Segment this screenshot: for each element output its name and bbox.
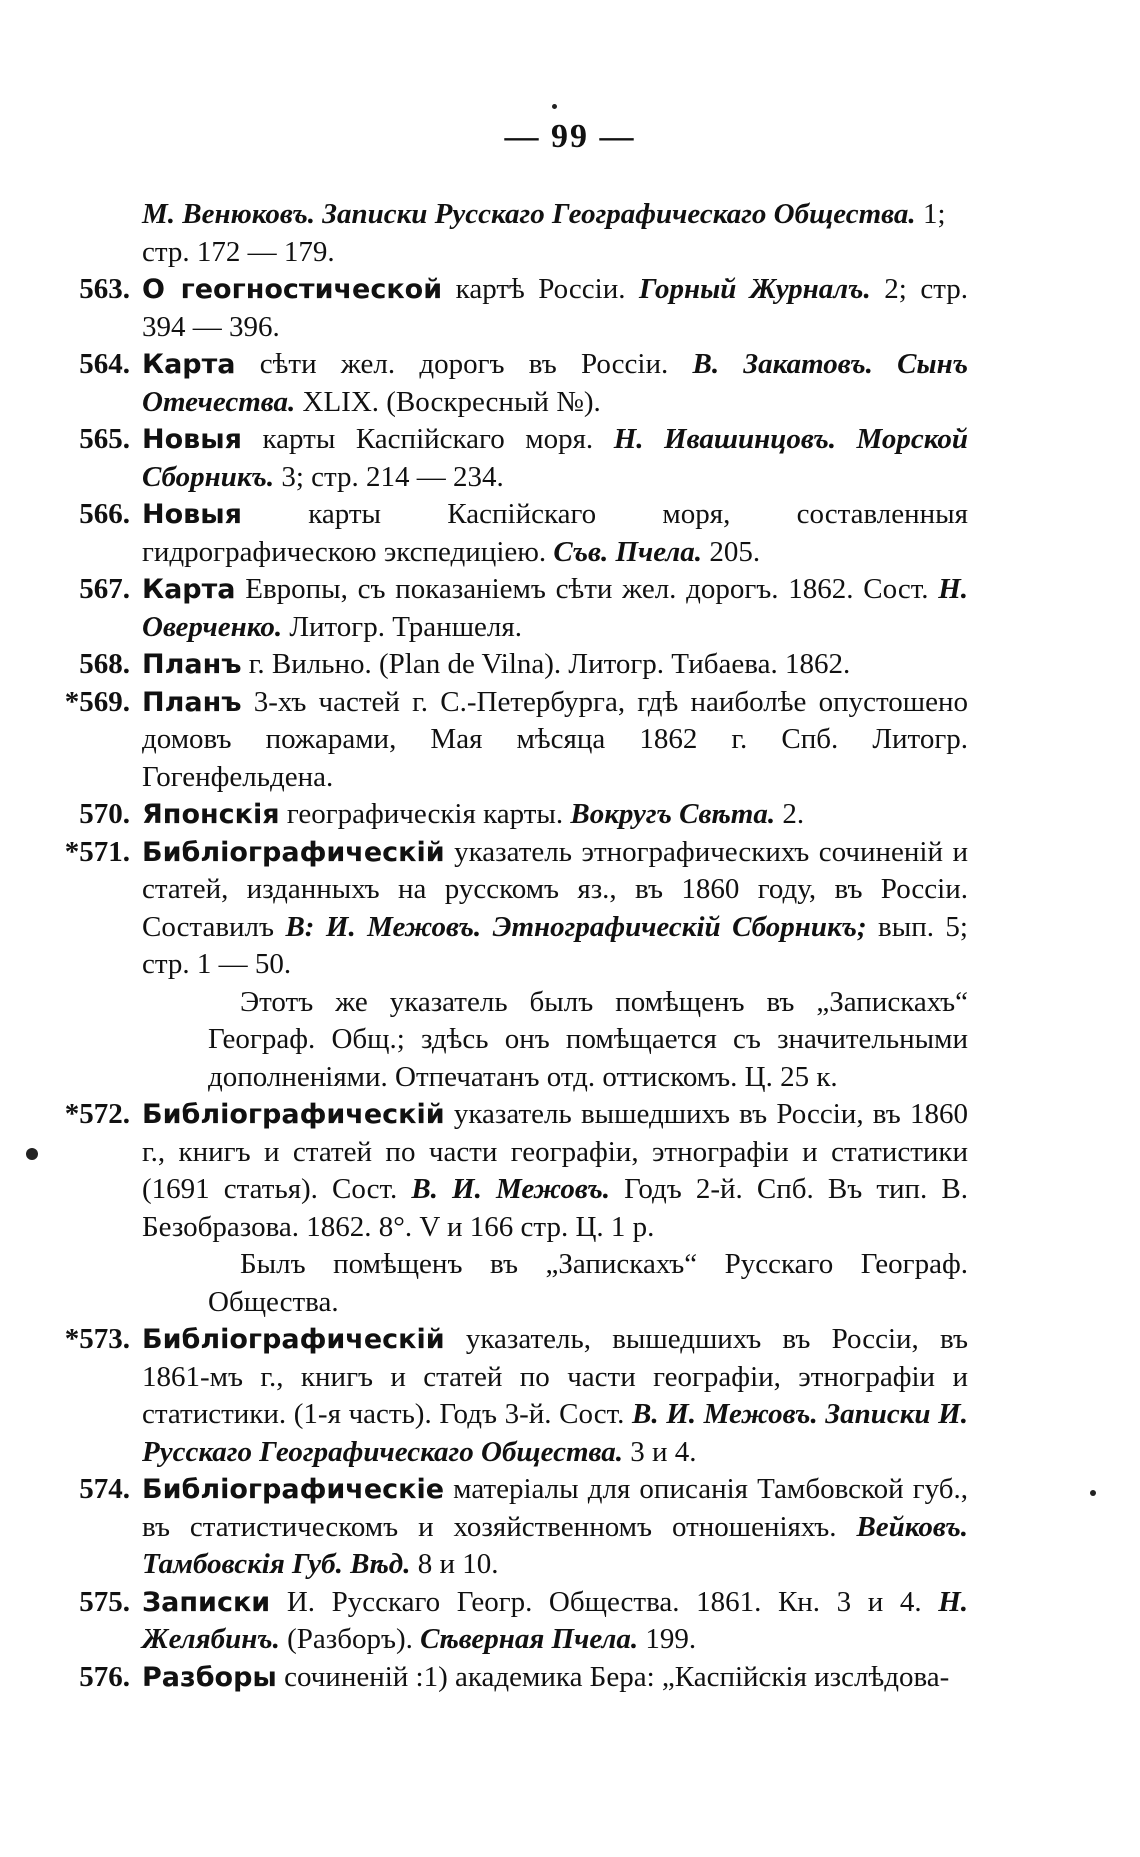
entry-text — [130, 571, 968, 646]
entry-number: 565. — [79, 423, 130, 455]
entry-text — [130, 646, 968, 684]
entry-description: 3; стр. 214 — 234. — [274, 460, 504, 493]
entry-heading: Разборы — [142, 1661, 277, 1693]
entry-description: г. Вильно. (Plan de Vilna). Литогр. Тибаева. 1862. — [241, 648, 851, 680]
entry-number: 570. — [79, 798, 130, 830]
list-item — [58, 1096, 968, 1246]
bibliography-list — [58, 196, 968, 1696]
entry-number: *572. — [64, 1098, 130, 1130]
entry-number: 574. — [79, 1473, 130, 1505]
print-speck — [1090, 1490, 1096, 1496]
entry-heading: Планъ — [142, 649, 242, 680]
entry-heading: Планъ — [142, 686, 242, 718]
entry-description: 2; стр. 394 — 396. — [142, 273, 968, 343]
page-number: — 99 — — [504, 118, 636, 155]
entry-number: 566. — [79, 498, 130, 530]
entry-description: сочиненій :1) академика Бера: „Каспійскія изслѣдова- — [276, 1660, 950, 1693]
entry-description: карты Каспійскаго моря, составленныя гидрографическою экспедиціею. — [142, 498, 968, 568]
entry-heading: Библіографическій — [142, 836, 445, 868]
list-item — [58, 571, 968, 646]
entry-description: карты Каспійскаго моря. — [241, 423, 614, 455]
list-item — [58, 1471, 968, 1584]
intro-source: Записки Русскаго Географическаго Общества. — [322, 198, 916, 230]
entry-description: 2. — [775, 798, 805, 830]
list-item — [58, 1584, 968, 1659]
entry-description: географическія карты. — [279, 798, 571, 830]
entry-heading: Библіографическій — [142, 1324, 445, 1355]
entry-text — [130, 1659, 968, 1697]
list-item — [58, 271, 968, 346]
entry-text — [130, 1584, 968, 1659]
entry-description: картѣ Россіи. — [442, 273, 640, 305]
entry-text — [130, 834, 968, 984]
list-item — [58, 646, 968, 684]
entry-number: 575. — [79, 1585, 130, 1618]
list-item — [58, 834, 968, 984]
entry-number: 563. — [79, 273, 130, 305]
intro-details: 1; стр. 172 — 179. — [142, 198, 946, 268]
entry-heading: Карта — [142, 349, 236, 380]
list-item — [58, 496, 968, 571]
entry-description: И. Русскаго Геогр. Общества. 1861. Кн. 3 и 4. — [270, 1585, 939, 1618]
entry-description: Литогр. Траншеля. — [282, 610, 522, 643]
entry-source: В. И. Межовъ. Записки И. Русскаго Географическаго Общества. — [142, 1398, 968, 1468]
entry-source: В. И. Межовъ. — [411, 1173, 610, 1205]
entries-container — [58, 271, 968, 1696]
intro-continuation — [58, 196, 968, 271]
entry-number: 564. — [79, 348, 130, 380]
list-item — [58, 346, 968, 421]
entry-number: 567. — [79, 573, 130, 605]
entry-text — [130, 346, 968, 421]
entry-heading: Новыя — [142, 424, 242, 455]
entry-source: Н. Оверченко. — [142, 573, 968, 643]
entry-heading: Новыя — [142, 499, 242, 530]
entry-description: матеріалы для описанія Тамбовской губ., въ статистическомъ и хозяйственномъ отношеніяхъ. — [142, 1473, 968, 1543]
entry-source: Н. Желябинъ. — [142, 1585, 968, 1655]
entry-note: Былъ помѣщенъ въ „Запискахъ“ Русскаго Географ. Общества. — [208, 1248, 968, 1318]
entry-description: 8 и 10. — [410, 1548, 499, 1580]
print-speck — [26, 1148, 38, 1160]
entry-source: Съв. Пчела. — [553, 535, 703, 568]
entry-description: 3 и 4. — [623, 1435, 697, 1468]
list-item — [58, 796, 968, 834]
entry-heading: Японскія — [142, 799, 280, 830]
entry-number: 568. — [79, 648, 130, 680]
entry-description: XLIX. (Воскресный №). — [295, 385, 601, 418]
entry-description: Годъ 2-й. Спб. Въ тип. В. Безобразова. 1862. 8°. V и 166 стр. Ц. 1 р. — [142, 1173, 968, 1243]
entry-heading: Карта — [142, 574, 236, 605]
entry-number: *573. — [64, 1323, 130, 1355]
entry-text — [130, 1096, 968, 1246]
entry-source: В: И. Межовъ. Этнографическій Сборникъ; — [285, 910, 867, 943]
entry-note: Этотъ же указатель былъ помѣщенъ въ „Запискахъ“ Географ. Общ.; здѣсь онъ помѣщается съ значительными дополненіями. Отпечатанъ отд. оттискомъ. Ц. 25 к. — [208, 985, 968, 1093]
entry-source: Вейковъ. Тамбовскія Губ. Вѣд. — [142, 1510, 968, 1580]
intro-author: М. Венюковъ. — [142, 198, 315, 230]
entry-description: вып. 5; стр. 1 — 50. — [142, 910, 968, 980]
entry-text — [130, 796, 968, 834]
entry-description: 3-хъ частей г. С.-Петербурга, гдѣ наиболѣе опустошено домовъ пожарами, Мая мѣсяца 1862 г. Спб. Литогр. Гогенфельдена. — [142, 685, 968, 793]
entry-source: Сѣверная Пчела. — [420, 1623, 639, 1655]
entry-description: сѣти жел. дорогъ въ Россіи. — [235, 348, 693, 380]
entry-source: В. Закатовъ. Сынъ Отечества. — [142, 348, 968, 418]
entry-text — [130, 496, 968, 571]
entry-heading: Библіографическій — [142, 1099, 445, 1130]
entry-heading: Записки — [142, 1586, 271, 1618]
print-speck — [552, 104, 557, 109]
entry-number: *569. — [64, 685, 130, 718]
entry-source: Н. Ивашинцовъ. Морской Сборникъ. — [142, 423, 968, 493]
list-item — [58, 1659, 968, 1697]
entry-heading: Библіографическіе — [142, 1474, 445, 1505]
entry-description: 199. — [638, 1623, 697, 1655]
entry-text — [130, 421, 968, 496]
entry-source: Горный Журналъ. — [639, 273, 871, 305]
entry-description: указатель вышедшихъ въ Россіи, въ 1860 г., книгъ и статей по части географіи, этнографіи и статистики (1691 статья). Сост. — [142, 1098, 968, 1205]
entry-description: указатель, вышедшихъ въ Россіи, въ 1861-мъ г., книгъ и статей по части географіи, этнографіи и статистики. (1-я часть). Годъ 3-й. Сост. — [142, 1323, 968, 1430]
list-item — [58, 684, 968, 797]
entry-text — [130, 1321, 968, 1471]
entry-number: *571. — [64, 835, 130, 868]
entry-text — [130, 271, 968, 346]
list-item — [58, 421, 968, 496]
entry-source: Вокругъ Свѣта. — [570, 798, 776, 830]
entry-description: 205. — [702, 535, 761, 568]
entry-heading: О геогностической — [142, 274, 443, 305]
entry-description: указатель этнографическихъ сочиненій и статей, изданныхъ на русскомъ яз., въ 1860 году, въ Россіи. Составилъ — [142, 835, 968, 943]
entry-number: 576. — [79, 1660, 130, 1693]
list-item — [58, 1321, 968, 1471]
entry-text — [130, 1471, 968, 1584]
entry-description: (Разборъ). — [279, 1623, 421, 1655]
entry-description: Европы, съ показаніемъ сѣти жел. дорогъ. 1862. Сост. — [235, 573, 939, 605]
entry-text — [130, 684, 968, 797]
